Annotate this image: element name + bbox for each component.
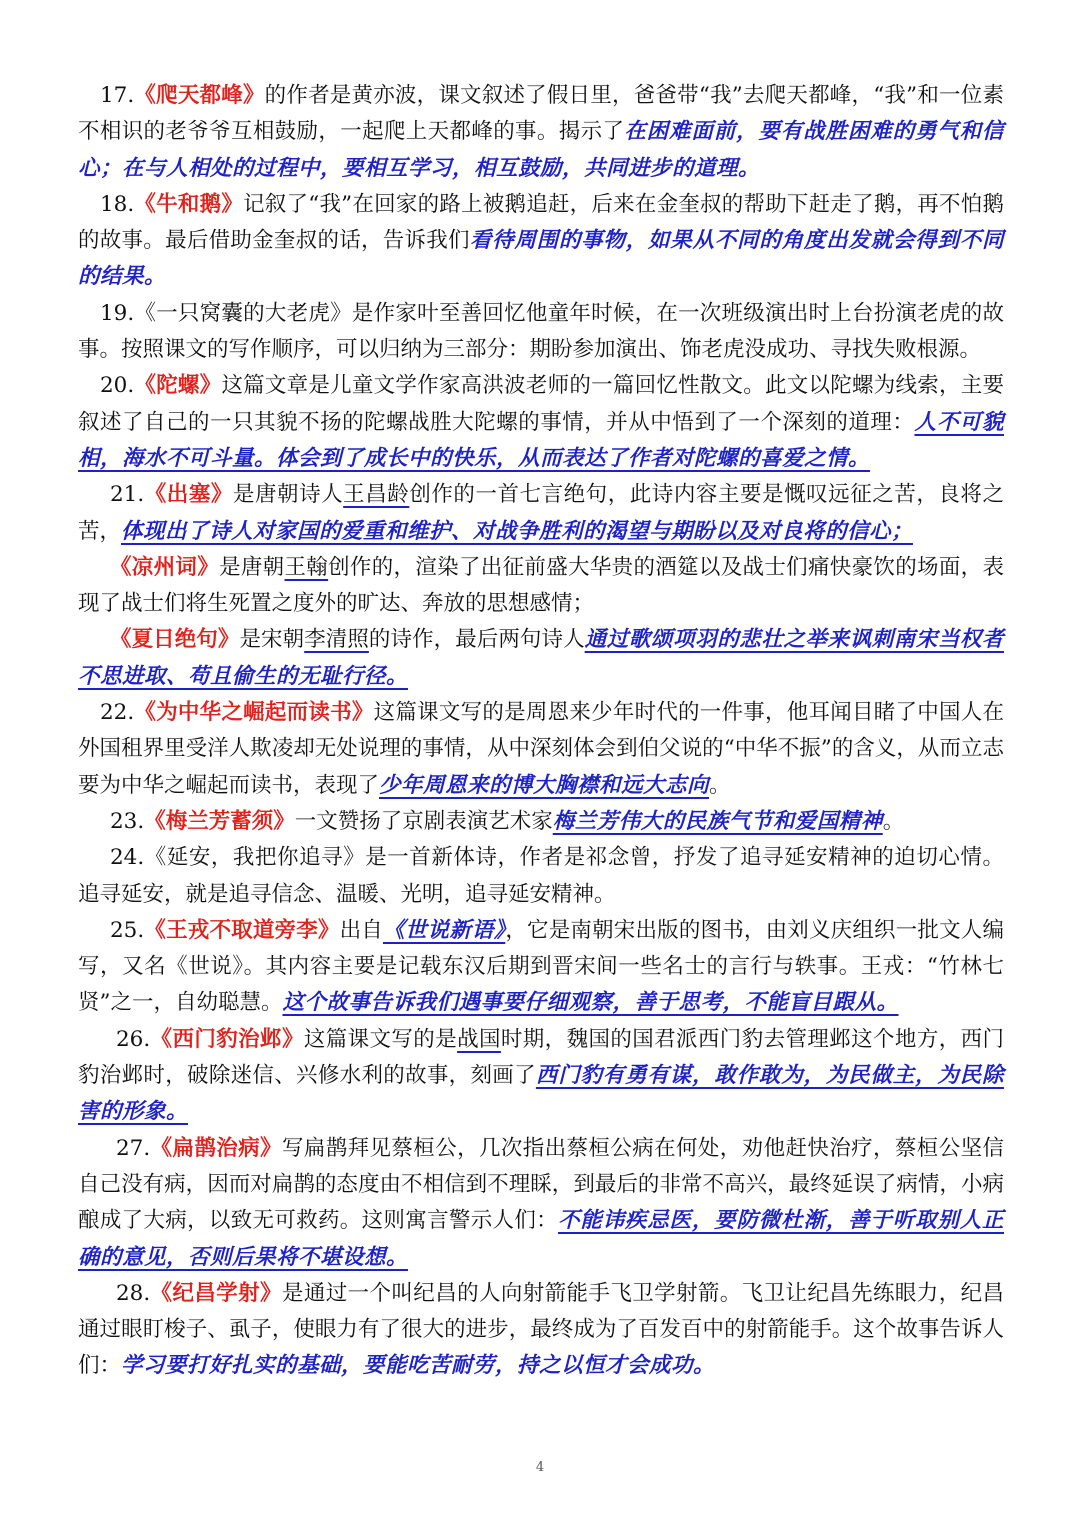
entry-text: 这篇课文写的是周恩来少年时代的一件事，他耳闻目睹了中国人在外国租界里受洋人欺凌却无处说理的事情，从中深刻体会到伯父说的“中华不振”的含义，从而立志要为中华之崛起而读书，表现了 xyxy=(78,700,1004,798)
entry-text: 。 xyxy=(709,772,731,798)
entry-number: 24. xyxy=(110,845,145,871)
entry-22 xyxy=(78,695,1004,804)
document-page xyxy=(78,78,1004,1385)
era-name: 战国 xyxy=(457,1026,501,1052)
page-number: 4 xyxy=(535,1460,545,1475)
lesson-title: 《纪昌学射》 xyxy=(150,1280,282,1306)
book-title: 《世说新语》 xyxy=(382,917,506,943)
moral-text: 看待周围的事物，如果从不同的角度出发就会得到不同的结果。 xyxy=(78,228,1004,290)
entry-text: 《延安，我把你追寻》是一首新体诗，作者是祁念曾，抒发了追寻延安精神的迫切心情。追寻延安，就是追寻信念、温暖、光明，追寻延安精神。 xyxy=(78,845,1004,907)
entry-number: 19. xyxy=(100,300,135,326)
moral-text: 西门豹有勇有谋，敢作敢为，为民做主，为民除害的形象。 xyxy=(78,1063,1004,1125)
entry-text: 的作者是黄亦波，课文叙述了假日里，爸爸带“我”去爬天都峰，“我”和一位素不相识的老爷爷互相鼓励，一起爬上天都峰的事。揭示了 xyxy=(78,83,1004,145)
entry-text: 时期，魏国的国君派西门豹去管理邺这个地方，西门豹治邺时，破除迷信、兴修水利的故事，刻画了 xyxy=(78,1026,1004,1089)
entry-number: 18. xyxy=(100,191,135,217)
entry-24 xyxy=(78,840,1004,913)
lesson-title: 《梅兰芳蓄须》 xyxy=(144,808,295,834)
entry-text: 是唐朝诗人 xyxy=(232,482,344,508)
entry-number: 22. xyxy=(100,700,135,726)
lesson-title: 《牛和鹅》 xyxy=(134,191,244,217)
entry-25 xyxy=(78,913,1004,1022)
moral-text: 通过歌颂项羽的悲壮之举来讽刺南宋当权者不思进取、苟且偷生的无耻行径。 xyxy=(78,627,1004,689)
entry-17 xyxy=(78,78,1004,187)
entry-18 xyxy=(78,187,1004,296)
moral-text: 人不可貌相，海水不可斗量。体会到了成长中的快乐，从而表达了作者对陀螺的喜爱之情。 xyxy=(78,409,1004,471)
moral-text: 在困难面前，要有战胜困难的勇气和信心；在与人相处的过程中，要相互学习，相互鼓励，共同进步的道理。 xyxy=(78,119,1004,181)
entry-number: 28. xyxy=(116,1280,151,1306)
lesson-title: 《爬天都峰》 xyxy=(134,83,265,108)
moral-text: 这个故事告诉我们遇事要仔细观察，善于思考，不能盲目跟从。 xyxy=(282,990,899,1016)
moral-text: 学习要打好扎实的基础，要能吃苦耐劳，持之以恒才会成功。 xyxy=(121,1353,716,1379)
entry-text: 。 xyxy=(882,808,905,834)
entry-number: 25. xyxy=(110,917,145,943)
poet-name: 王昌龄 xyxy=(343,482,410,508)
entry-number: 27. xyxy=(116,1135,151,1161)
entry-number: 26. xyxy=(116,1026,151,1052)
entry-text: 的诗作，最后两句诗人 xyxy=(368,627,585,653)
entry-28 xyxy=(78,1276,1004,1385)
moral-text: 少年周恩来的博大胸襟和远大志向 xyxy=(379,772,710,798)
entry-number: 23. xyxy=(110,808,145,834)
entry-text: 记叙了“我”在回家的路上被鹅追赶，后来在金奎叔的帮助下赶走了鹅，再不怕鹅的故事。最后借助金奎叔的话，告诉我们 xyxy=(78,191,1004,254)
entry-26 xyxy=(78,1022,1004,1131)
entry-text: 创作的，渲染了出征前盛大华贵的酒筵以及战士们痛快豪饮的场面，表现了战士们将生死置之度外的旷达、奔放的思想感情； xyxy=(78,554,1004,617)
entry-text: ，它是南朝宋出版的图书，由刘义庆组织一批文人编写，又名《世说》。其内容主要是记载东汉后期到晋宋间一些名士的言行与轶事。王戎：“竹林七贤”之一，自幼聪慧。 xyxy=(78,917,1004,1016)
entry-number: 20. xyxy=(100,373,135,399)
entry-27 xyxy=(78,1131,1004,1276)
lesson-title: 《扁鹊治病》 xyxy=(150,1135,282,1161)
moral-text: 梅兰芳伟大的民族气节和爱国精神 xyxy=(552,808,883,834)
entry-19 xyxy=(78,296,1004,369)
entry-text: 写扁鹊拜见蔡桓公，几次指出蔡桓公病在何处，劝他赶快治疗，蔡桓公坚信自己没有病，因而对扁鹊的态度由不相信到不理睬，到最后的非常不高兴，最终延误了病情，小病酿成了大病，以致无可救药。这则寓言警示人们： xyxy=(78,1135,1004,1234)
entry-23 xyxy=(78,804,1004,840)
entry-number: 17. xyxy=(100,83,135,108)
entry-text: 是宋朝 xyxy=(239,627,305,653)
moral-text: 体现出了诗人对家国的爱重和维护、对战争胜利的渴望与期盼以及对良将的信心； xyxy=(121,518,914,544)
lesson-title: 《王戎不取道旁李》 xyxy=(144,917,340,943)
entry-21-xiarijueju xyxy=(78,622,1004,695)
poet-name: 王翰 xyxy=(284,554,329,580)
entry-text: 出自 xyxy=(339,917,383,943)
entry-text: 这篇文章是儿童文学作家高洪波老师的一篇回忆性散文。此文以陀螺为线索，主要叙述了自己的一只其貌不扬的陀螺战胜大陀螺的事情，并从中悟到了一个深刻的道理： xyxy=(78,373,1004,435)
lesson-title: 《陀螺》 xyxy=(134,373,222,399)
entry-number: 21. xyxy=(110,482,145,508)
entry-text: 一文赞扬了京剧表演艺术家 xyxy=(294,808,553,834)
entry-21-liangzhouci xyxy=(78,550,1004,623)
lesson-title: 《为中华之崛起而读书》 xyxy=(134,700,374,726)
entry-text: 创作的一首七言绝句，此诗内容主要是慨叹远征之苦，良将之苦， xyxy=(78,482,1004,544)
moral-text: 不能讳疾忌医，要防微杜渐，善于听取别人正确的意见，否则后果将不堪设想。 xyxy=(78,1208,1004,1270)
entry-21 xyxy=(78,477,1004,550)
entry-text: 《一只窝囊的大老虎》是作家叶至善回忆他童年时候，在一次班级演出时上台扮演老虎的故事。按照课文的写作顺序，可以归纳为三部分：期盼参加演出、饰老虎没成功、寻找失败根源。 xyxy=(78,300,1004,363)
lesson-title: 《出塞》 xyxy=(144,482,233,508)
entry-20 xyxy=(78,368,1004,477)
lesson-title: 《凉州词》 xyxy=(110,554,220,580)
entry-text: 是唐朝 xyxy=(219,554,285,580)
entry-text: 是通过一个叫纪昌的人向射箭能手飞卫学射箭。飞卫让纪昌先练眼力，纪昌通过眼盯梭子、虱子，使眼力有了很大的进步，最终成为了百发百中的射箭能手。这个故事告诉人们： xyxy=(78,1280,1004,1379)
poet-name: 李清照 xyxy=(304,627,369,653)
lesson-title: 《西门豹治邺》 xyxy=(150,1026,304,1052)
lesson-title: 《夏日绝句》 xyxy=(110,627,240,653)
entry-text: 这篇课文写的是 xyxy=(303,1026,458,1052)
